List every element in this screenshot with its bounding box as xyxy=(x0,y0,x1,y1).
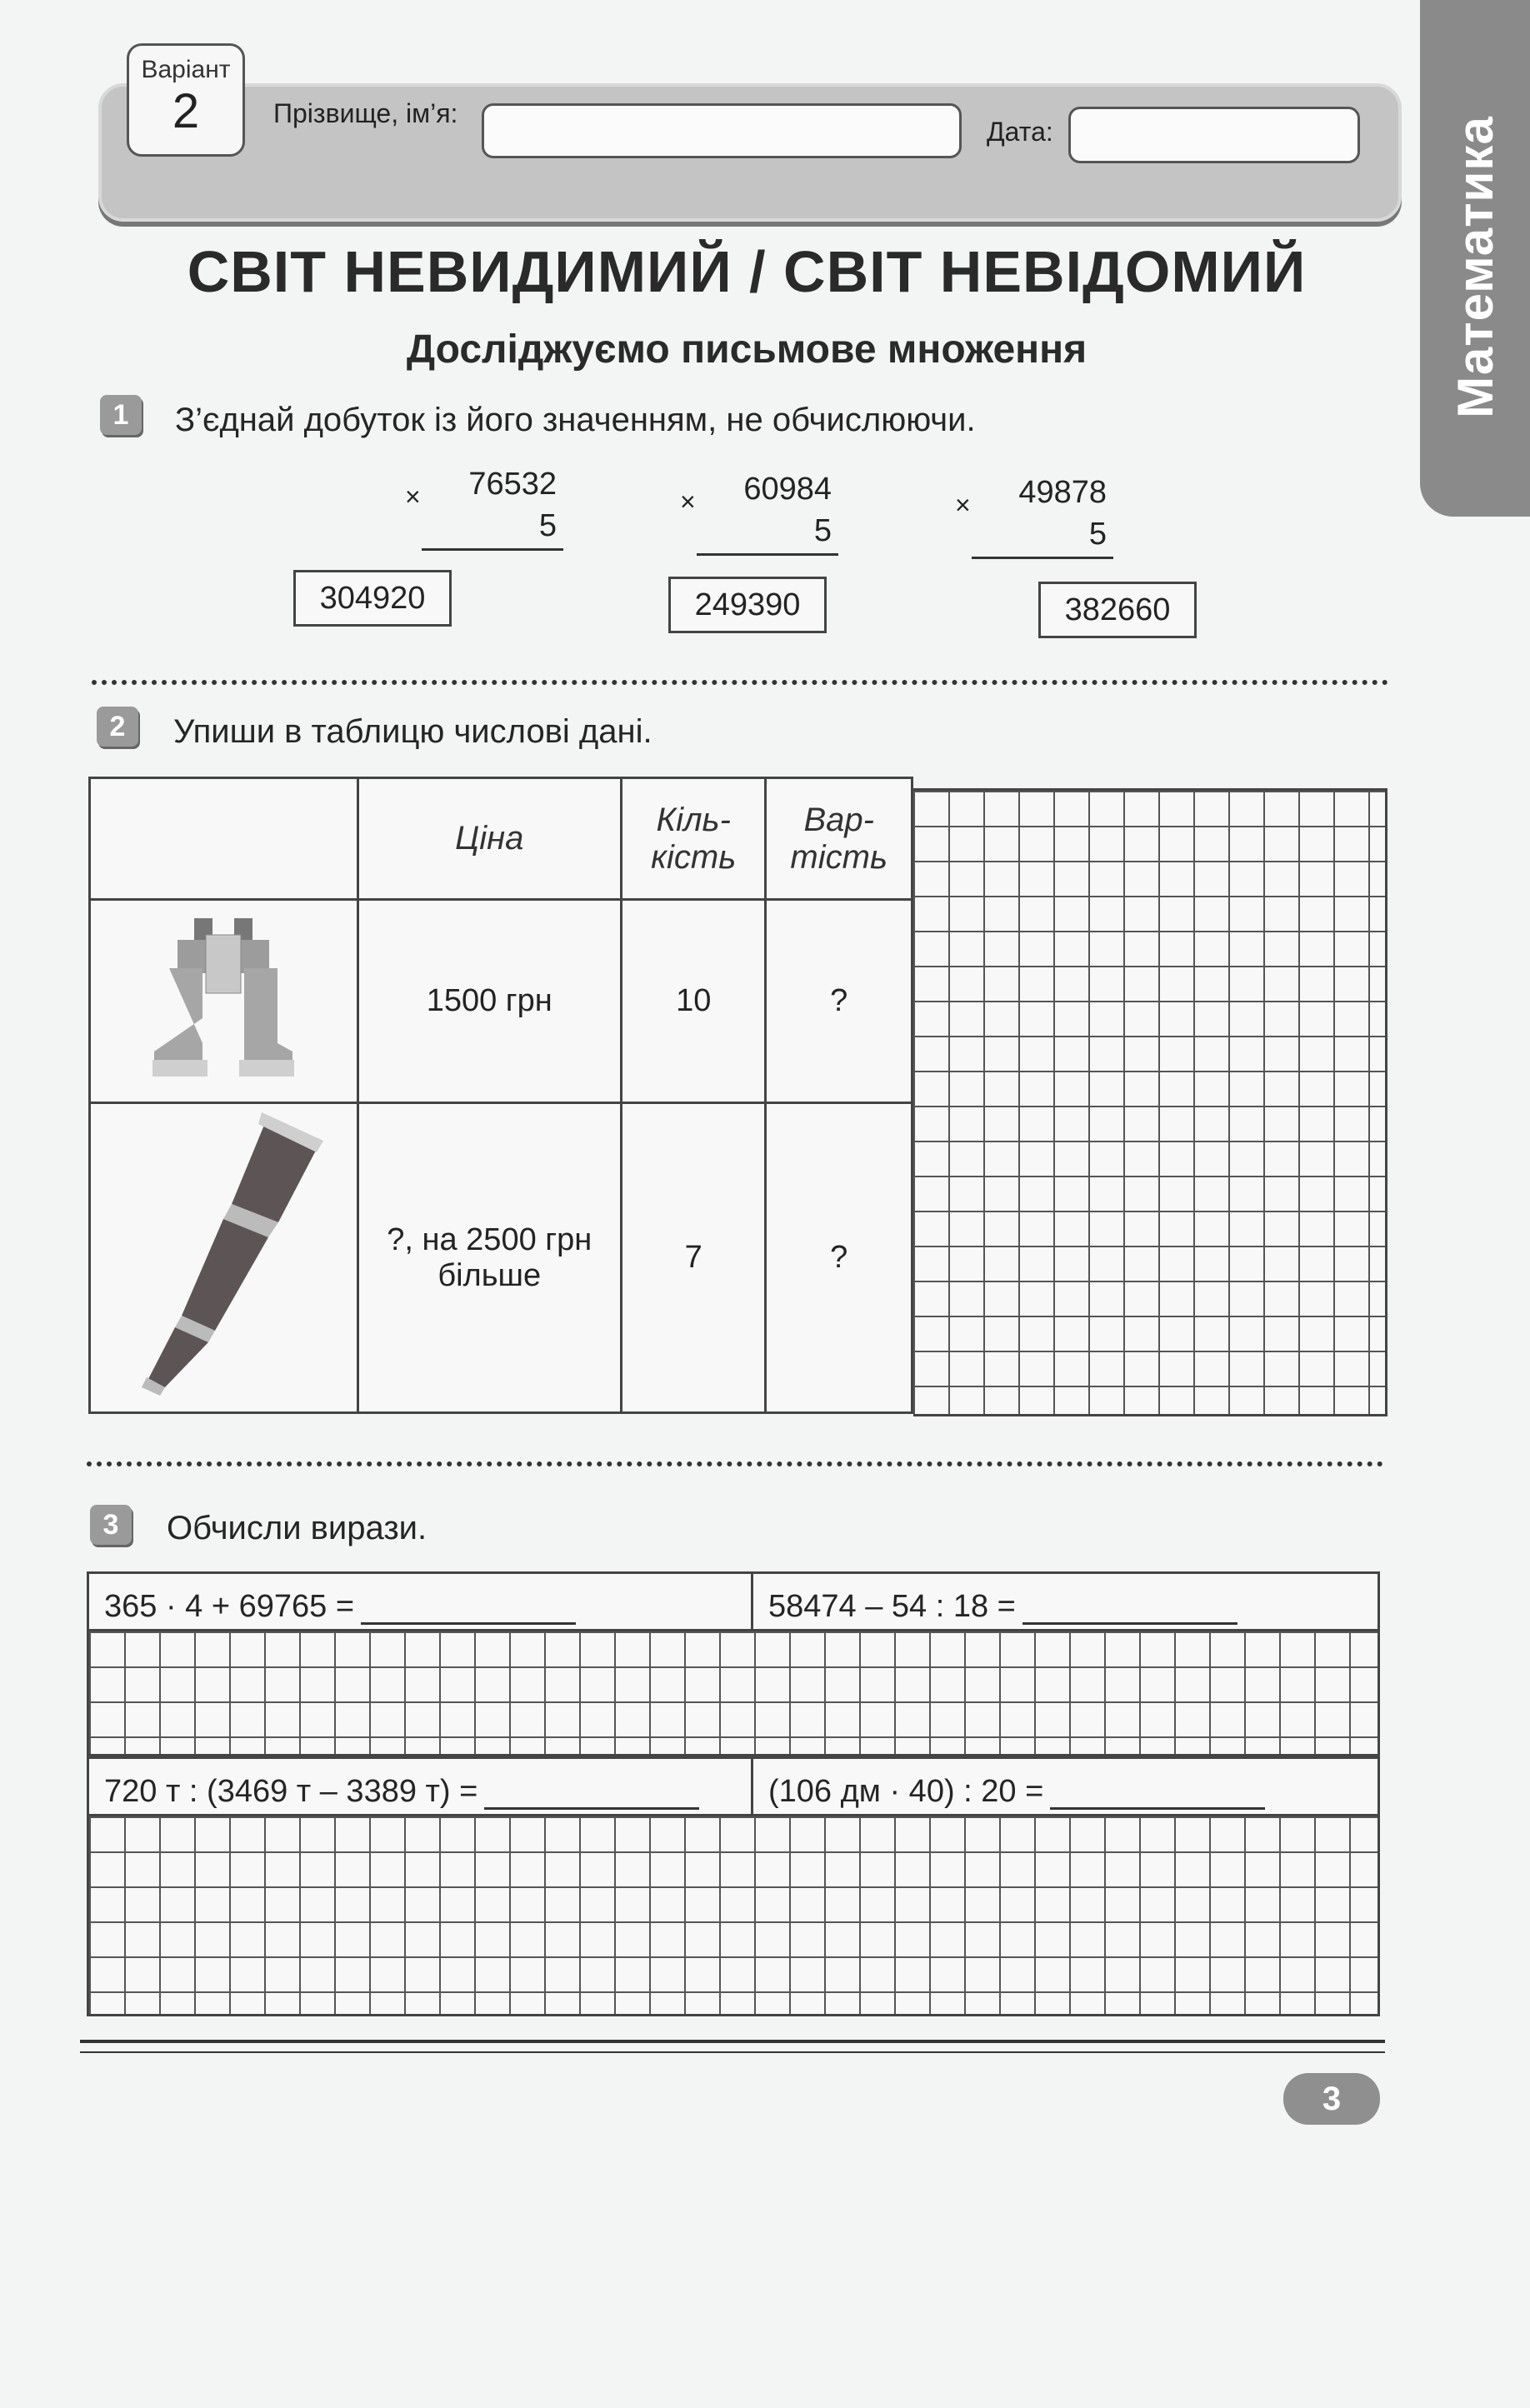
table-row xyxy=(90,900,912,1103)
price-cell[interactable]: 1500 грн xyxy=(358,900,621,1103)
calculation-grid[interactable] xyxy=(87,1816,1380,2016)
expression-4[interactable]: (106 дм · 40) : 20 = xyxy=(753,1756,1380,1816)
variant-number: 2 xyxy=(172,84,200,138)
date-label: Дата: xyxy=(987,117,1053,147)
table-header-row xyxy=(90,778,912,900)
name-field[interactable] xyxy=(482,103,962,158)
answer-blank[interactable] xyxy=(1022,1589,1238,1625)
task2-badge: 2 xyxy=(97,707,138,747)
product-1[interactable] xyxy=(405,467,563,567)
dotted-divider xyxy=(92,680,1388,685)
dotted-divider xyxy=(87,1461,1383,1466)
calculation-grid[interactable] xyxy=(913,788,1388,1416)
page-subtitle: Досліджуємо письмове множення xyxy=(406,327,1088,372)
binoculars-icon xyxy=(152,918,294,1077)
product-2[interactable] xyxy=(680,472,838,572)
multiplier: 5 xyxy=(1088,517,1107,552)
product-line xyxy=(972,557,1113,559)
price-cell[interactable]: ?, на 2500 грн більше xyxy=(358,1103,621,1413)
cost-cell[interactable]: ? xyxy=(766,900,912,1103)
subject-tab-label: Математика xyxy=(1447,115,1503,418)
expression-3[interactable]: 720 т : (3469 т – 3389 т) = xyxy=(87,1756,753,1816)
page-title: СВІТ НЕВИДИМИЙ / СВІТ НЕВІДОМИЙ xyxy=(187,239,1307,304)
task1-badge: 1 xyxy=(100,395,142,435)
table-row xyxy=(90,1103,912,1413)
telescope-cell xyxy=(90,1103,358,1413)
multiplicand: 76532 xyxy=(468,467,557,502)
footer-rule xyxy=(80,2040,1385,2043)
data-table xyxy=(88,777,913,1414)
footer-rule xyxy=(80,2051,1385,2053)
answer-blank[interactable] xyxy=(361,1589,576,1625)
cost-header: Вар- тість xyxy=(766,778,912,900)
times-icon: × xyxy=(405,482,421,512)
calculation-grid[interactable] xyxy=(87,1631,1380,1756)
product-line xyxy=(422,548,563,551)
multiplicand: 49878 xyxy=(1018,475,1107,510)
quantity-header: Кіль- кість xyxy=(621,778,765,900)
task3-badge: 3 xyxy=(90,1505,132,1545)
answer-box-1[interactable]: 304920 xyxy=(293,570,452,627)
times-icon: × xyxy=(955,490,971,520)
image-header-cell xyxy=(90,778,358,900)
date-field[interactable] xyxy=(1068,107,1360,163)
price-header: Ціна xyxy=(358,778,621,900)
expressions-box xyxy=(87,1571,1380,2408)
expression-1[interactable]: 365 · 4 + 69765 = xyxy=(87,1571,753,1631)
task3-text: Обчисли вирази. xyxy=(167,1510,428,1546)
name-label: Прізвище, ім’я: xyxy=(273,98,458,128)
telescope-icon xyxy=(115,1112,332,1396)
answer-blank[interactable] xyxy=(484,1774,699,1810)
times-icon: × xyxy=(680,487,696,517)
multiplier: 5 xyxy=(538,508,557,543)
answer-box-3[interactable]: 382660 xyxy=(1038,582,1197,638)
quantity-cell[interactable]: 7 xyxy=(621,1103,765,1413)
page-number: 3 xyxy=(1283,2073,1380,2125)
binoculars-cell xyxy=(90,900,358,1103)
answer-box-2[interactable]: 249390 xyxy=(668,577,827,633)
variant-box xyxy=(127,43,245,157)
task2-text: Упиши в таблицю числові дані. xyxy=(173,713,652,750)
variant-label: Варіант xyxy=(141,56,231,83)
task1-text: З’єднай добуток із його значенням, не обчислюючи. xyxy=(175,402,976,438)
product-line xyxy=(697,553,838,556)
expression-2[interactable]: 58474 – 54 : 18 = xyxy=(753,1571,1380,1631)
cost-cell[interactable]: ? xyxy=(766,1103,912,1413)
product-3[interactable] xyxy=(955,475,1113,575)
quantity-cell[interactable]: 10 xyxy=(621,900,765,1103)
multiplier: 5 xyxy=(813,513,832,548)
answer-blank[interactable] xyxy=(1050,1774,1265,1810)
multiplicand: 60984 xyxy=(743,472,832,507)
